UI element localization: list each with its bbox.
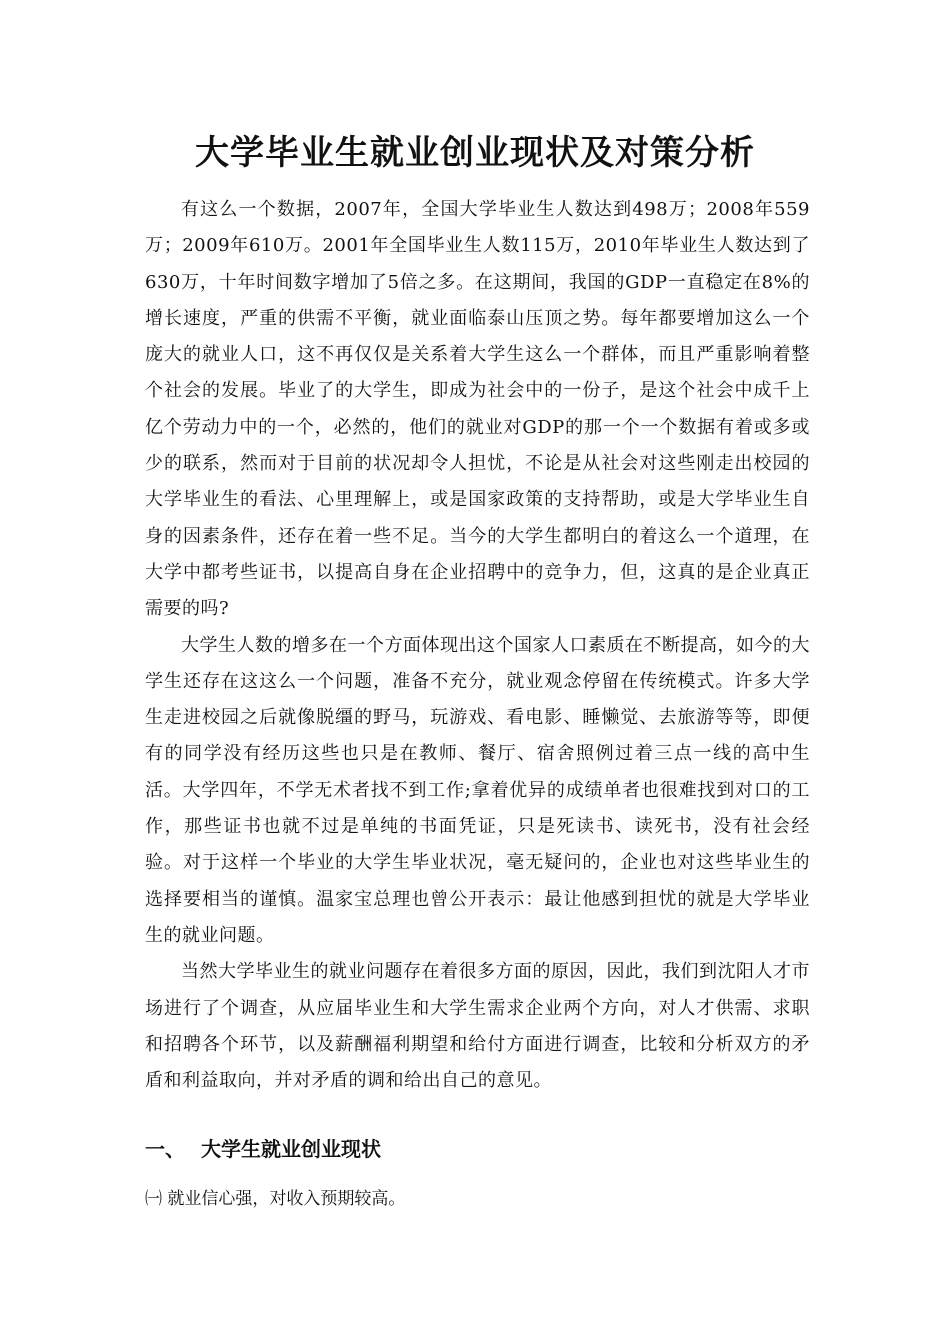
section-title: 大学生就业创业现状 xyxy=(201,1137,381,1161)
document-title: 大学毕业生就业创业现状及对策分析 xyxy=(195,133,755,173)
section-number: 一、 xyxy=(145,1137,185,1161)
document-body xyxy=(145,192,810,1099)
paragraph-survey-intro: 当然大学毕业生的就业问题存在着很多方面的原因，因此，我们到沈阳人才市场进行了个调查，从应届毕业生和大学生需求企业两个方向，对人才供需、求职和招聘各个环节，以及薪酬福利期望和给付方面进行调查，比较和分析双方的矛盾和利益取向，并对矛盾的调和给出自己的意见。 xyxy=(145,961,810,1092)
paragraph-student-preparation: 大学生人数的增多在一个方面体现出这个国家人口素质在不断提高，如今的大学生还存在这这么一个问题，准备不充分，就业观念停留在传统模式。许多大学生走进校园之后就像脱缰的野马，玩游戏、看电影、睡懒觉、去旅游等等，即便有的同学没有经历这些也只是在教师、餐厅、宿舍照例过着三点一线的高中生活。大学四年，不学无术者找不到工作;拿着优异的成绩单者也很难找到对口的工作，那些证书也就不过是单纯的书面凭证，只是死读书、读死书，没有社会经验。对于这样一个毕业的大学生毕业状况，毫无疑问的，企业也对这些毕业生的选择要相当的谨慎。温家宝总理也曾公开表示：最让他感到担忧的就是大学毕业生的就业问题。 xyxy=(145,634,810,946)
paragraph-data-statistics: 有这么一个数据，2007年，全国大学毕业生人数达到498万；2008年559万；2009年610万。2001年全国毕业生人数115万，2010年毕业生人数达到了630万，十年时间数字增加了5倍之多。在这期间，我国的GDP一直稳定在8%的增长速度，严重的供需不平衡，就业面临泰山压顶之势。每年都要增加这么一个庞大的就业人口，这不再仅仅是关系着大学生这么一个群体，而且严重影响着整个社会的发展。毕业了的大学生，即成为社会中的一份子，是这个社会中成千上亿个劳动力中的一个，必然的，他们的就业对GDP的那一个一个数据有着或多或少的联系，然而对于目前的状况却令人担忧，不论是从社会对这些刚走出校园的大学毕业生的看法、心里理解上，或是国家政策的支持帮助，或是大学毕业生自身的因素条件，还存在着一些不足。当今的大学生都明白的着这么一个道理，在大学中都考些证书，以提高自身在企业招聘中的竞争力，但，这真的是企业真正需要的吗? xyxy=(145,199,810,620)
section-heading xyxy=(145,1134,381,1164)
subsection-heading: ㈠ 就业信心强，对收入预期较高。 xyxy=(145,1189,406,1209)
